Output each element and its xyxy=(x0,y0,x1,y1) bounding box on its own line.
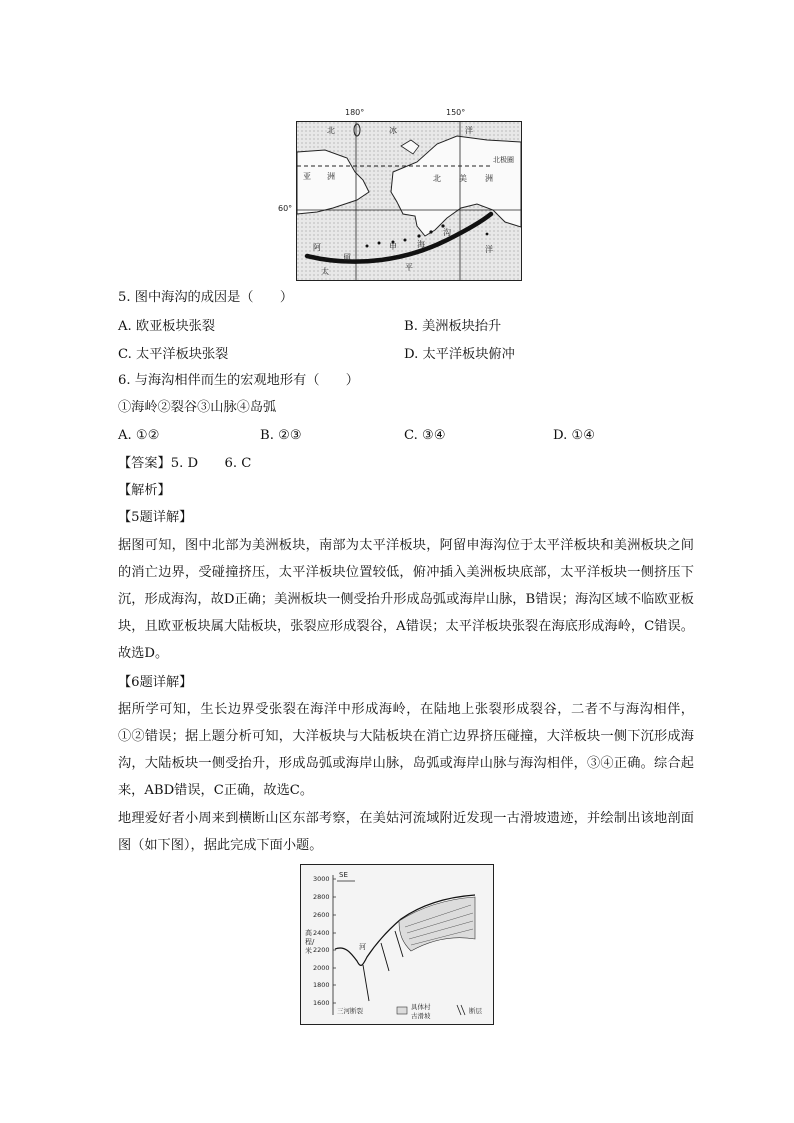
legend-landslide-line2: 古滑坡 xyxy=(411,1012,431,1020)
tick-2400: 2400 xyxy=(313,929,330,937)
label-aleut-5: 沟 xyxy=(443,228,451,237)
q5-option-a[interactable]: A. 欧亚板块张裂 xyxy=(118,319,216,334)
label-pacific-1: 太 xyxy=(321,267,329,276)
label-aleut-4: 海 xyxy=(417,240,425,249)
q6-option-b[interactable]: B. ②③ xyxy=(260,428,302,443)
river-label: 河 xyxy=(359,943,366,951)
analysis-header: 【解析】 xyxy=(118,483,171,498)
q6-explanation: 据所学可知，生长边界受张裂在海洋中形成海岭，在陆地上张裂形成裂谷，二者不与海沟相伴，①②错误；据上题分析可知，大洋板块与大陆板块在消亡边界挤压碰撞，大洋板块一侧下沉形成海沟，大陆板块一侧受抬升，形成岛弧或海岸山脉，岛弧或海岸山脉与海沟相伴，③④正确。综合起来，ABD错误，C正确，故选C。 xyxy=(118,702,694,798)
label-arctic-circle: 北极圈 xyxy=(493,156,514,164)
label-na-3: 洲 xyxy=(485,174,493,183)
label-pacific-ocean-east: 洋 xyxy=(485,245,493,254)
tick-2800: 2800 xyxy=(313,893,330,901)
map-graphic xyxy=(297,122,521,280)
q5-option-d[interactable]: D. 太平洋板块俯冲 xyxy=(404,347,515,362)
tick-1600: 1600 xyxy=(313,999,330,1007)
q6-stem: 6. 与海沟相伴而生的宏观地形有（ ） xyxy=(118,373,359,388)
lon-label-150: 150° xyxy=(446,108,466,117)
tick-3000: 3000 xyxy=(313,875,330,883)
profile-graphic xyxy=(301,865,493,1024)
label-asia-2: 洲 xyxy=(327,172,335,181)
lat-label-60: 60° xyxy=(278,204,293,213)
fault-name-label: 三河断裂 xyxy=(337,1007,363,1015)
tick-2600: 2600 xyxy=(313,911,330,919)
tick-1800: 1800 xyxy=(313,981,330,989)
label-asia-1: 亚 xyxy=(303,172,311,181)
q5-stem: 5. 图中海沟的成因是（ ） xyxy=(118,290,294,305)
answer-line: 【答案】5. D 6. C xyxy=(118,456,252,471)
q5-option-c[interactable]: C. 太平洋板块张裂 xyxy=(118,347,229,362)
label-pacific-2: 平 xyxy=(405,263,413,272)
q5-option-b[interactable]: B. 美洲板块抬升 xyxy=(404,319,502,334)
profile-direction: SE xyxy=(339,871,348,879)
q6-items: ①海岭②裂谷③山脉④岛弧 xyxy=(118,400,277,415)
label-aleut-1: 阿 xyxy=(313,243,321,252)
q5-explanation: 据图可知，图中北部为美洲板块，南部为太平洋板块，阿留申海沟位于太平洋板块和美洲板块之间的消亡边界，受碰撞挤压，太平洋板块位置较低，俯冲插入美洲板块底部，太平洋板块一侧挤压下沉，形成海沟，故D正确；美洲板块一侧受抬升形成岛弧或海岸山脉，B错误；海沟区域不临欧亚板块，且欧亚板块属大陆板块，张裂应形成裂谷，A错误；太平洋板块张裂在海底形成海岭，C错误。故选D。 xyxy=(118,538,694,661)
legend-landslide-line1: 具体村 xyxy=(411,1003,431,1011)
label-ocean-north: 洋 xyxy=(465,126,473,135)
label-aleut-3: 申 xyxy=(389,242,397,251)
q6-explain-header: 【6题详解】 xyxy=(118,675,193,690)
landslide-profile xyxy=(300,864,494,1025)
tick-2200: 2200 xyxy=(313,946,330,954)
q5-explain-header: 【5题详解】 xyxy=(118,510,193,525)
label-na-2: 美 xyxy=(459,174,467,183)
lon-label-180: 180° xyxy=(345,108,365,117)
label-aleut-2: 留 xyxy=(343,253,351,262)
q6-option-c[interactable]: C. ③④ xyxy=(404,428,446,443)
label-north: 北 xyxy=(327,126,335,135)
tick-2000: 2000 xyxy=(313,964,330,972)
next-question-intro: 地理爱好者小周来到横断山区东部考察，在美姑河流域附近发现一古滑坡遗迹，并绘制出该地剖面图（如下图），据此完成下面小题。 xyxy=(118,811,694,853)
legend-fault: 断层 xyxy=(469,1007,482,1015)
profile-axis-title: 高程/米 xyxy=(305,929,315,955)
q6-option-a[interactable]: A. ①② xyxy=(118,428,160,443)
aleutian-map xyxy=(296,121,522,281)
label-ice: 冰 xyxy=(389,126,397,135)
label-na-1: 北 xyxy=(433,174,441,183)
q6-option-d[interactable]: D. ①④ xyxy=(553,428,596,443)
